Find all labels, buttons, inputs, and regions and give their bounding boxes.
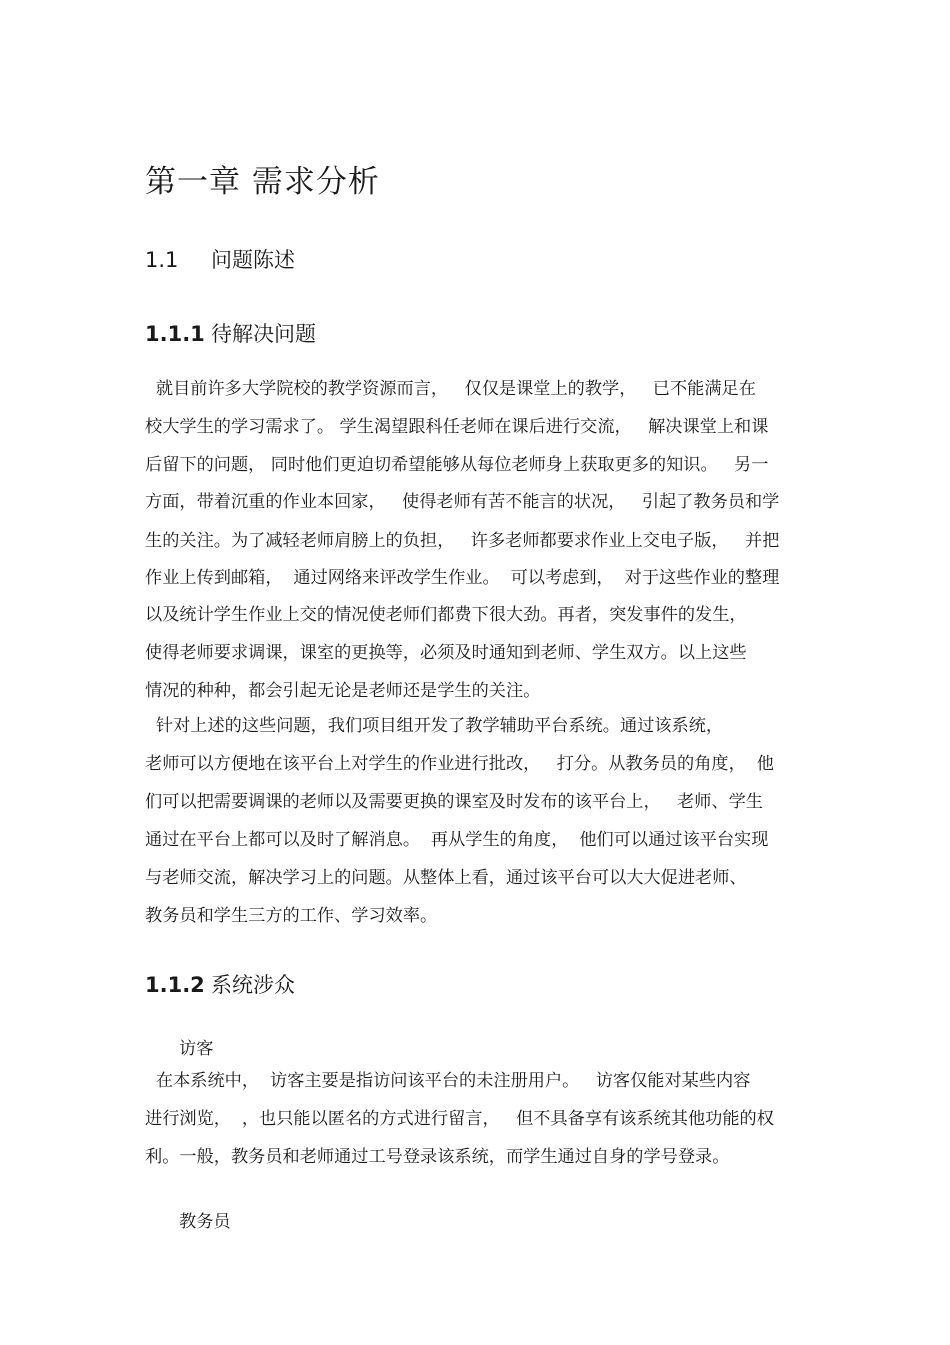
subsection-heading <box>145 318 316 348</box>
text-line: 利。一般，教务员和老师通过工号登录该系统，而学生通过自身的学号登录。 <box>145 1147 730 1167</box>
role-label-staff: 教务员 <box>179 1212 231 1232</box>
subsection-title: 待解决问题 <box>211 322 316 346</box>
text-line: 就目前许多大学院校的教学资源而言， 仅仅是课堂上的教学， 已不能满足在 <box>145 379 756 399</box>
subsection-number: 1.1.1 <box>145 322 205 346</box>
section-heading <box>145 244 295 274</box>
chapter-title: 第一章 需求分析 <box>145 164 380 200</box>
text-line: 在本系统中， 访客主要是指访问该平台的未注册用户。 访客仅能对某些内容 <box>145 1071 751 1091</box>
text-line: 校大学生的学习需求了。 学生渴望跟科任老师在课后进行交流， 解决课堂上和课 <box>145 417 769 437</box>
text-line: 教务员和学生三方的工作、学习效率。 <box>145 906 438 926</box>
text-line: 针对上述的这些问题，我们项目组开发了教学辅助平台系统。通过该系统， <box>145 716 724 736</box>
subsection-number: 1.1.2 <box>145 973 205 997</box>
text-line: 情况的种种，都会引起无论是老师还是学生的关注。 <box>145 681 541 701</box>
section-number: 1.1 <box>145 248 179 272</box>
text-line: 进行浏览， ，也只能以匿名的方式进行留言， 但不具备享有该系统其他功能的权 <box>145 1109 774 1129</box>
text-line: 使得老师要求调课，课室的更换等，必须及时通知到老师、学生双方。以上这些 <box>145 643 747 663</box>
text-line: 老师可以方便地在该平台上对学生的作业进行批改， 打分。从教务员的角度， 他 <box>145 754 774 774</box>
text-line: 们可以把需要调课的老师以及需要更换的课室及时发布的该平台上， 老师、学生 <box>145 792 763 812</box>
subsection-heading <box>145 969 295 999</box>
text-line: 方面，带着沉重的作业本回家， 使得老师有苦不能言的状况， 引起了教务员和学 <box>145 492 780 512</box>
subsection-title: 系统涉众 <box>211 973 295 997</box>
text-line: 与老师交流，解决学习上的问题。从整体上看，通过该平台可以大大促进老师、 <box>145 868 747 888</box>
text-line: 通过在平台上都可以及时了解消息。 再从学生的角度， 他们可以通过该平台实现 <box>145 830 769 850</box>
role-label-visitor: 访客 <box>179 1039 214 1059</box>
section-title: 问题陈述 <box>211 248 295 272</box>
text-line: 后留下的问题， 同时他们更迫切希望能够从每位老师身上获取更多的知识。 另一 <box>145 455 769 475</box>
text-line: 作业上传到邮箱， 通过网络来评改学生作业。 可以考虑到， 对于这些作业的整理 <box>145 568 780 588</box>
text-line: 生的关注。为了减轻老师肩膀上的负担， 许多老师都要求作业上交电子版， 并把 <box>145 531 780 551</box>
text-line: 以及统计学生作业上交的情况使老师们都费下很大劲。再者，突发事件的发生， <box>145 605 747 625</box>
